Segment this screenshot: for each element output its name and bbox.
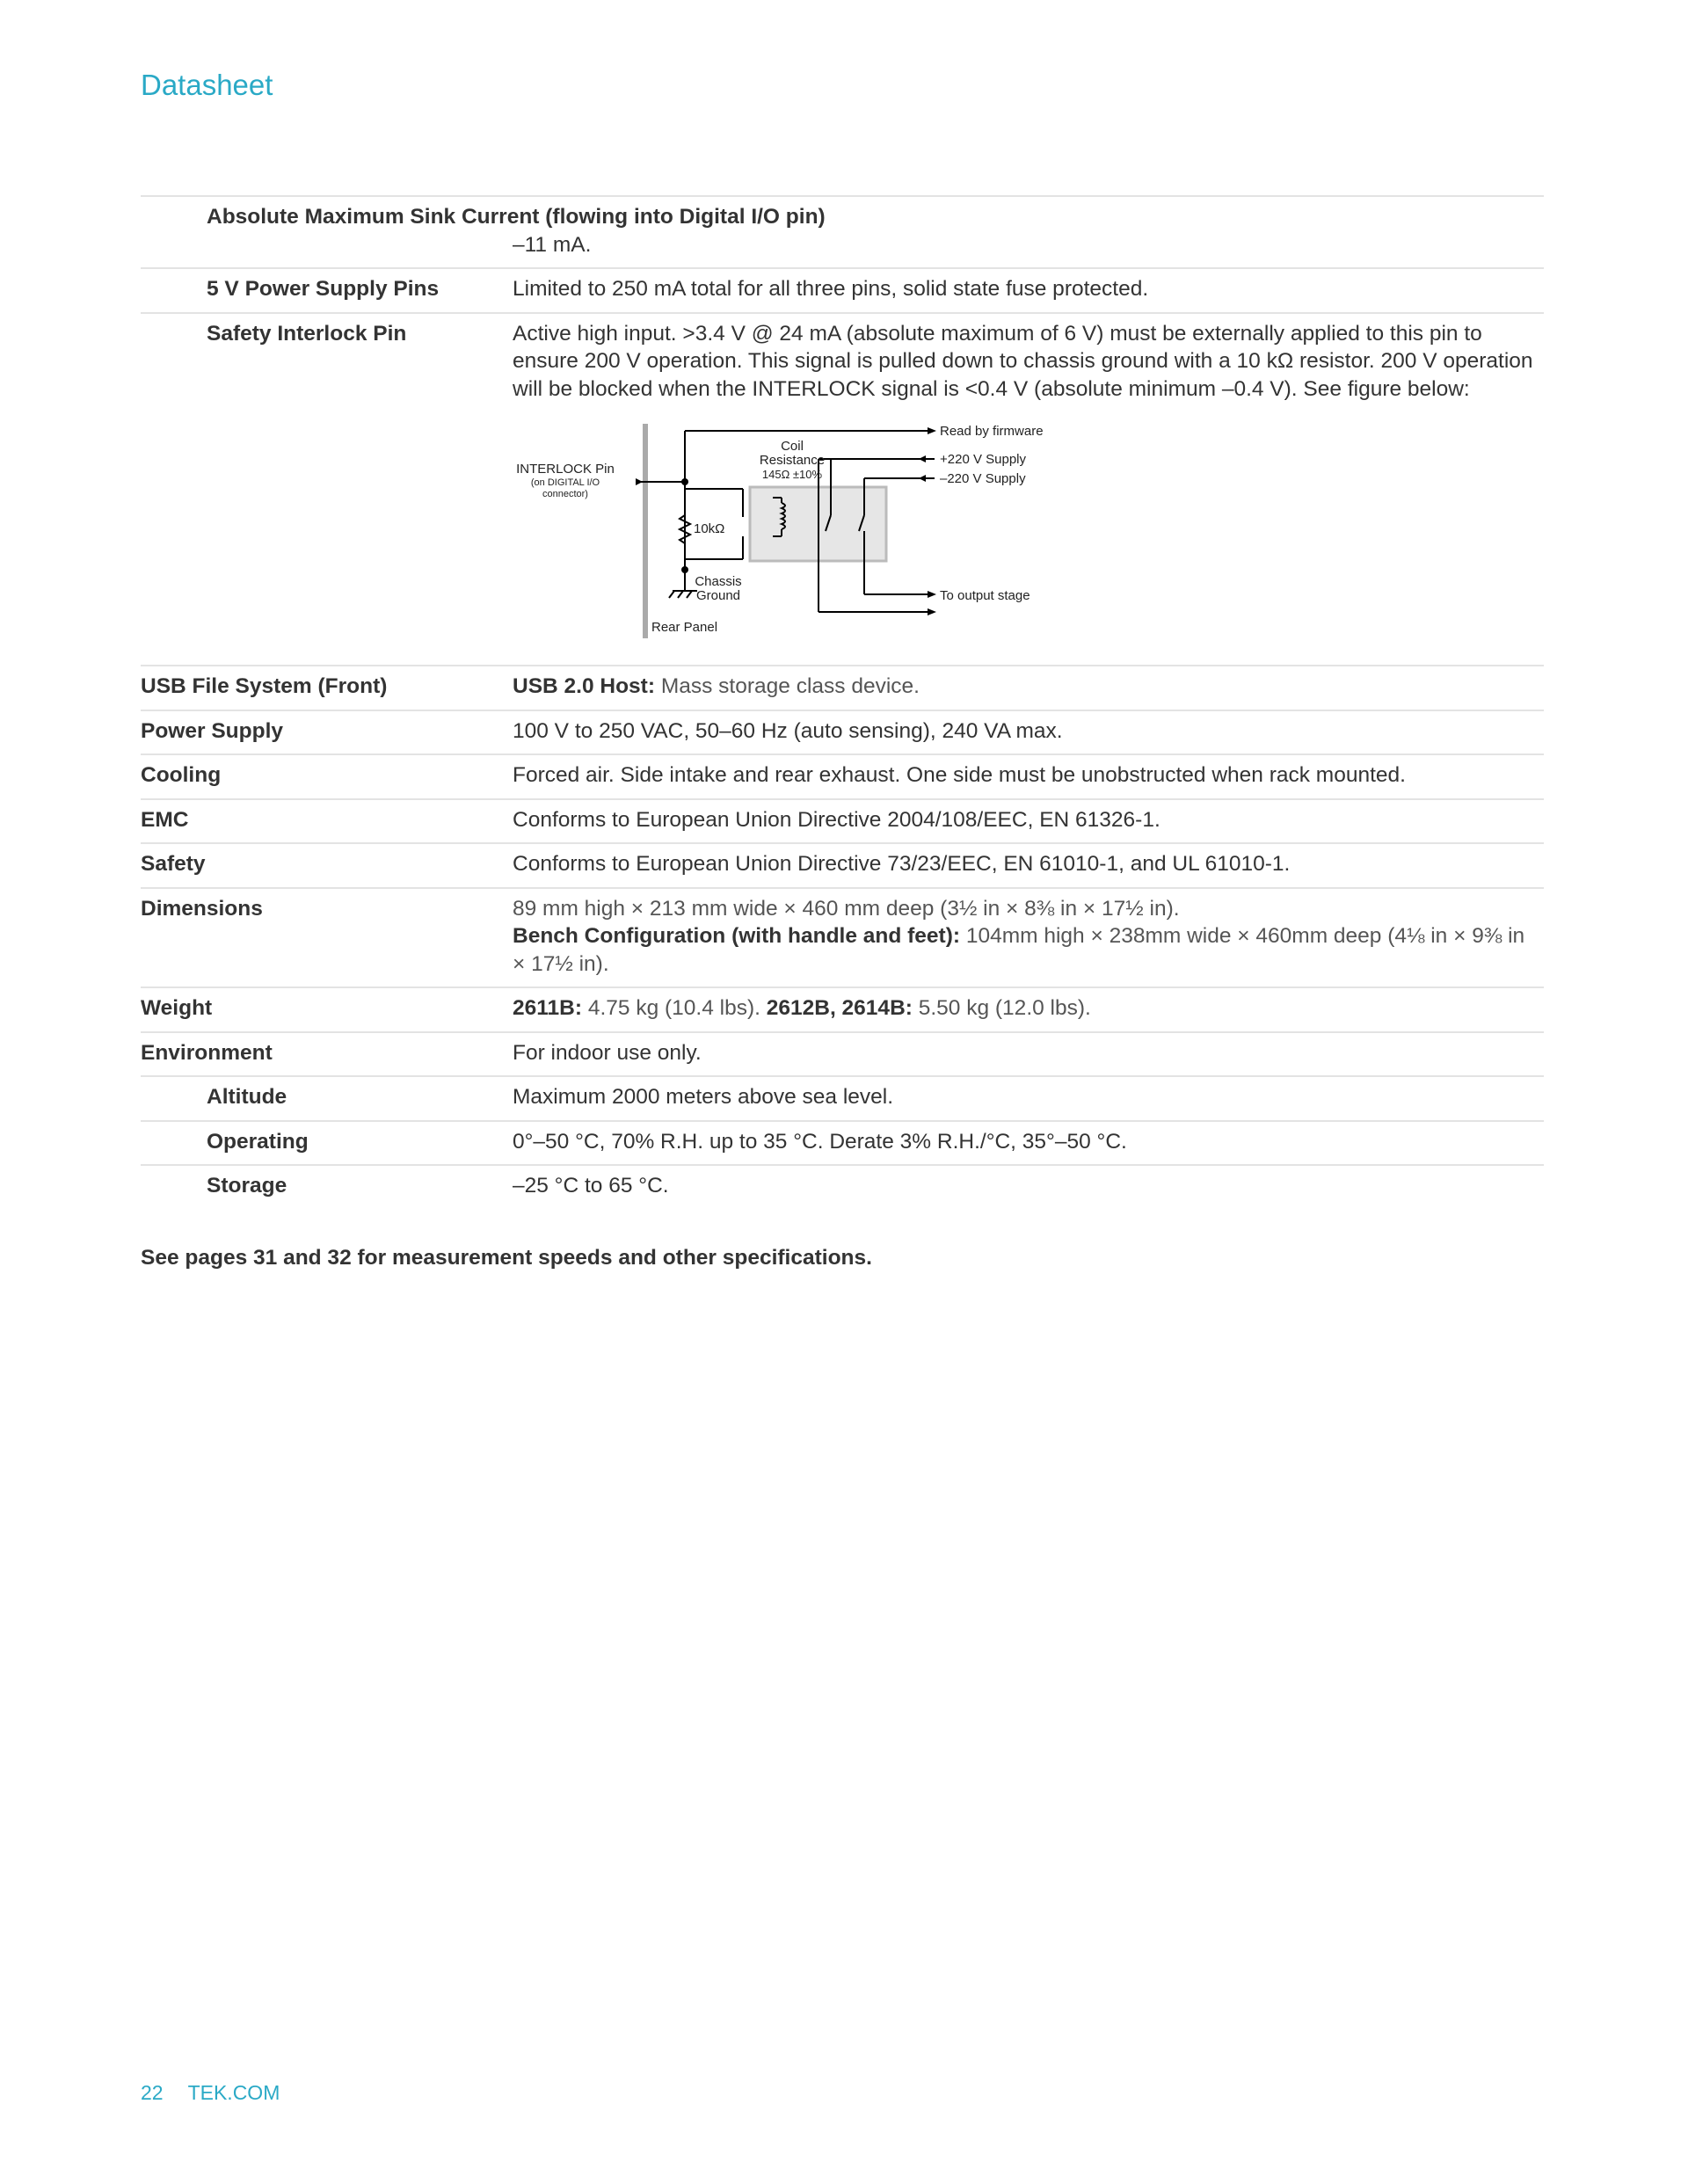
spec-row-power-pins bbox=[141, 267, 1544, 312]
label-ground: Ground bbox=[695, 588, 741, 603]
weight-value-2: 5.50 kg (12.0 lbs). bbox=[912, 996, 1091, 1020]
interlock-circuit-diagram bbox=[513, 419, 1075, 656]
spec-label: Weight bbox=[141, 996, 213, 1020]
label-resistance-value: 145Ω ±10% bbox=[761, 468, 823, 481]
spec-value: Maximum 2000 meters above sea level. bbox=[513, 1085, 894, 1109]
spec-row-safety-interlock bbox=[141, 312, 1544, 404]
spec-row-sink-current bbox=[141, 195, 1544, 267]
label-on-digital-io: (on DIGITAL I/O bbox=[530, 477, 600, 488]
spec-row-environment bbox=[141, 1031, 1544, 1076]
label-to-output-stage: To output stage bbox=[940, 588, 1030, 603]
spec-value: –25 °C to 65 °C. bbox=[513, 1174, 669, 1198]
spec-row-altitude bbox=[141, 1075, 1544, 1120]
spec-value: –11 mA. bbox=[513, 232, 592, 257]
spec-row-usb bbox=[141, 665, 1544, 710]
spec-value bbox=[513, 673, 1541, 701]
document-title: Datasheet bbox=[141, 69, 273, 101]
spec-row-cooling bbox=[141, 753, 1544, 798]
spec-label: Power Supply bbox=[141, 718, 284, 743]
spec-value: Forced air. Side intake and rear exhaust. One side must be unobstructed when rack mounted. bbox=[513, 763, 1406, 787]
label-minus-supply: –220 V Supply bbox=[940, 471, 1026, 486]
spec-row-emc bbox=[141, 798, 1544, 843]
spec-label: Operating bbox=[207, 1129, 309, 1154]
label-rear-panel: Rear Panel bbox=[651, 620, 718, 635]
interlock-schematic bbox=[513, 419, 1075, 656]
label-resistor: 10kΩ bbox=[694, 521, 725, 536]
dimensions-bench-label: Bench Configuration (with handle and feet): bbox=[513, 924, 961, 948]
label-read-by-firmware: Read by firmware bbox=[940, 424, 1044, 439]
spec-label: Absolute Maximum Sink Current (flowing into Digital I/O pin) bbox=[207, 205, 826, 229]
spec-row-operating bbox=[141, 1120, 1544, 1165]
interlock-diagram-row bbox=[141, 403, 1544, 665]
spec-row-dimensions bbox=[141, 887, 1544, 987]
spec-label: USB File System (Front) bbox=[141, 674, 388, 698]
label-interlock-pin: INTERLOCK Pin bbox=[516, 462, 615, 477]
spec-value-bold: USB 2.0 Host: bbox=[513, 674, 656, 698]
weight-model-1: 2611B: bbox=[513, 996, 583, 1020]
page-footer bbox=[141, 2081, 280, 2105]
label-chassis: Chassis bbox=[695, 574, 742, 589]
spec-label: EMC bbox=[141, 807, 189, 832]
spec-value: Limited to 250 mA total for all three pins, solid state fuse protected. bbox=[513, 277, 1149, 301]
spec-label: Safety Interlock Pin bbox=[207, 321, 407, 346]
spec-label: Environment bbox=[141, 1040, 273, 1065]
spec-value: Active high input. >3.4 V @ 24 mA (absolute maximum of 6 V) must be externally applied to this pin to ensure 200 V operation. This signal is pulled down to chassis ground with a 10 kΩ resistor. 200 V operation will be blocked when the INTERLOCK signal is <0.4 V (absolute minimum –0.4 V). See figure below: bbox=[513, 321, 1533, 401]
spec-value: 0°–50 °C, 70% R.H. up to 35 °C. Derate 3% R.H./°C, 35°–50 °C. bbox=[513, 1129, 1127, 1154]
site-link[interactable]: TEK.COM bbox=[187, 2081, 280, 2104]
spec-label: Dimensions bbox=[141, 896, 263, 921]
spec-value: 100 V to 250 VAC, 50–60 Hz (auto sensing), 240 VA max. bbox=[513, 718, 1063, 743]
label-resistance: Resistance bbox=[759, 453, 826, 468]
spec-value: For indoor use only. bbox=[513, 1040, 702, 1065]
page-number: 22 bbox=[141, 2081, 164, 2104]
footnote: See pages 31 and 32 for measurement speeds and other specifications. bbox=[141, 1246, 872, 1270]
spec-value bbox=[513, 994, 1541, 1023]
spec-label: Safety bbox=[141, 852, 206, 876]
dimensions-bench-value: 104mm high × 238mm wide × 460mm deep (4⅛ in × 9⅜ in × 17½ in). bbox=[513, 924, 1525, 976]
rear-panel-bar bbox=[643, 424, 648, 638]
spec-value-text: Mass storage class device. bbox=[655, 674, 920, 698]
spec-table bbox=[141, 195, 1544, 1209]
label-coil: Coil bbox=[781, 439, 804, 454]
weight-model-2: 2612B, 2614B: bbox=[766, 996, 913, 1020]
label-connector: connector) bbox=[542, 489, 588, 499]
spec-row-storage bbox=[141, 1164, 1544, 1209]
spec-value: Conforms to European Union Directive 73/23/EEC, EN 61010-1, and UL 61010-1. bbox=[513, 852, 1291, 876]
spec-row-power-supply bbox=[141, 710, 1544, 754]
spec-row-safety bbox=[141, 842, 1544, 887]
spec-label: Cooling bbox=[141, 763, 222, 787]
label-plus-supply: +220 V Supply bbox=[940, 452, 1026, 467]
spec-label: Altitude bbox=[207, 1085, 287, 1109]
spec-label: 5 V Power Supply Pins bbox=[207, 277, 440, 301]
spec-row-weight bbox=[141, 986, 1544, 1031]
spec-label: Storage bbox=[207, 1174, 287, 1198]
spec-value: Conforms to European Union Directive 2004/108/EEC, EN 61326-1. bbox=[513, 807, 1160, 832]
spec-value bbox=[513, 895, 1541, 979]
dimensions-rack: 89 mm high × 213 mm wide × 460 mm deep (3½ in × 8⅜ in × 17½ in). bbox=[513, 896, 1180, 921]
weight-value-1: 4.75 kg (10.4 lbs). bbox=[582, 996, 767, 1020]
